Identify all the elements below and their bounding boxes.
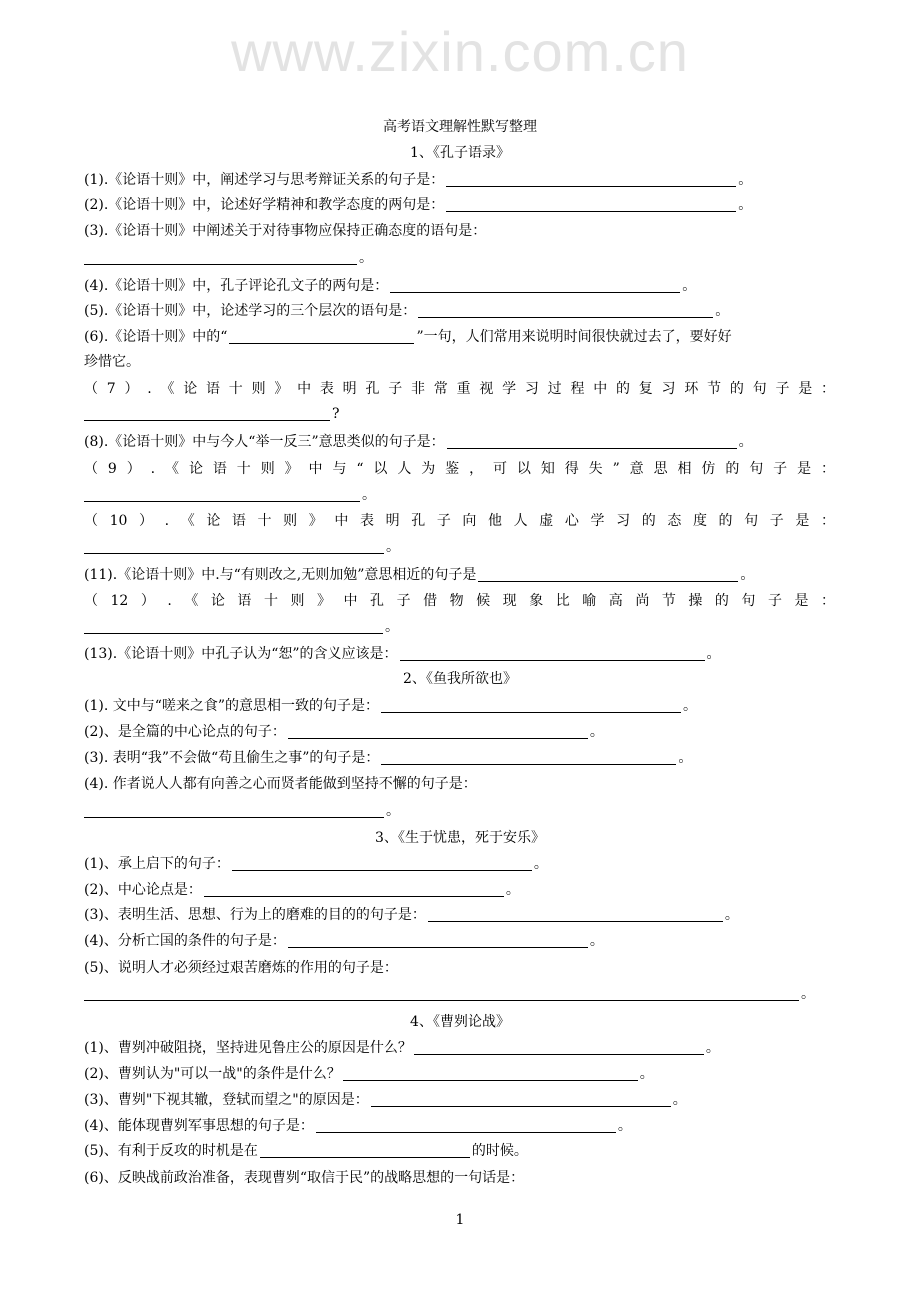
question-text: (1).《论语十则》中，阐述学习与思考辩证关系的句子是： (84, 172, 445, 188)
question-text: (1)、曹刿冲破阻挠，坚持进见鲁庄公的原因是什么？ (84, 1040, 412, 1056)
question-text: (1)、承上启下的句子： (84, 856, 230, 872)
question-suffix: 。 (533, 856, 548, 872)
answer-blank[interactable] (84, 984, 799, 1001)
answer-blank[interactable] (447, 432, 737, 449)
answer-blank[interactable] (390, 276, 680, 293)
question-suffix: ”一句，人们常用来说明时间很快就过去了，要好好 (416, 329, 732, 345)
question-suffix: 。 (386, 539, 400, 555)
question-suffix: ? (332, 406, 340, 422)
answer-line (84, 617, 399, 637)
question-text: (4)、能体现曹刿军事思想的句子是： (84, 1118, 314, 1134)
question-suffix: 。 (505, 882, 520, 898)
question-text: (11).《论语十则》中.与“有则改之,无则加勉”意思相近的句子是 (84, 567, 477, 583)
answer-blank[interactable] (371, 1090, 671, 1107)
question-item (84, 565, 754, 585)
question-text: (6).《论语十则》中的“ (84, 329, 228, 345)
answer-blank[interactable] (84, 537, 384, 554)
question-item (84, 1168, 524, 1188)
section-heading: 2、《鱼我所欲也》 (403, 671, 517, 687)
question-suffix: 。 (706, 646, 721, 662)
answer-line (84, 248, 373, 268)
answer-blank[interactable] (232, 854, 532, 871)
section-heading: 1、《孔子语录》 (410, 145, 510, 161)
question-text: (2).《论语十则》中，论述好学精神和教学态度的两句是： (84, 197, 445, 213)
answer-blank[interactable] (84, 485, 360, 502)
question-item (84, 931, 604, 951)
question-text: (2)、曹刿认为"可以一战"的条件是什么？ (84, 1066, 341, 1082)
question-item (84, 722, 604, 742)
section-heading: 3、《生于忧患，死于安乐》 (375, 830, 545, 846)
answer-blank[interactable] (478, 565, 738, 582)
answer-blank[interactable] (381, 696, 681, 713)
page-number: 1 (455, 1212, 465, 1228)
question-suffix: 。 (359, 250, 373, 266)
question-text: (4)、分析亡国的条件的句子是： (84, 933, 286, 949)
question-item (84, 221, 486, 241)
question-item (84, 958, 398, 978)
question-suffix: 。 (682, 278, 697, 294)
answer-line (84, 537, 400, 557)
question-suffix: 。 (683, 698, 698, 714)
question-text: (2)、是全篇的中心论点的句子： (84, 724, 286, 740)
question-suffix: 。 (639, 1066, 654, 1082)
answer-blank[interactable] (428, 905, 723, 922)
question-suffix: 。 (589, 933, 604, 949)
answer-blank[interactable] (316, 1116, 616, 1133)
question-text: (6)、反映战前政治准备，表现曹刿“取信于民”的战略思想的一句话是： (84, 1170, 525, 1186)
answer-blank[interactable] (84, 617, 383, 634)
question-item (84, 1141, 528, 1161)
question-item (84, 327, 732, 347)
question-item (84, 1090, 687, 1110)
question-suffix: 。 (589, 724, 604, 740)
question-item (84, 301, 729, 321)
question-suffix: 。 (386, 803, 400, 819)
answer-blank[interactable] (446, 195, 736, 212)
question-item: （7）.《论语十则》中表明孔子非常重视学习过程中的复习环节的句子是： (84, 381, 835, 397)
question-text: (3)、表明生活、思想、行为上的磨难的目的的句子是： (84, 907, 426, 923)
answer-blank[interactable] (343, 1064, 638, 1081)
question-item (84, 276, 696, 296)
answer-line (84, 801, 400, 821)
question-item (84, 748, 692, 768)
question-item (84, 854, 548, 874)
answer-blank[interactable] (260, 1141, 470, 1158)
question-item (84, 1064, 654, 1084)
answer-blank[interactable] (381, 748, 676, 765)
question-text: (3). 表明“我”不会做“苟且偷生之事”的句子是： (84, 750, 380, 766)
question-item (84, 170, 752, 190)
question-item: （12）.《论语十则》中孔子借物候现象比喻高尚节操的句子是： (84, 593, 835, 609)
answer-blank[interactable] (418, 301, 713, 318)
question-text: (5)、说明人才必须经过艰苦磨炼的作用的句子是： (84, 960, 398, 976)
document-title: 高考语文理解性默写整理 (383, 119, 537, 135)
question-text: (1). 文中与“嗟来之食”的意思相一致的句子是： (84, 698, 380, 714)
question-suffix: 。 (672, 1092, 687, 1108)
question-item (84, 432, 753, 452)
answer-line (84, 404, 340, 424)
question-text: (4).《论语十则》中，孔子评论孔文子的两句是： (84, 278, 389, 294)
question-suffix: 。 (740, 567, 755, 583)
answer-blank[interactable] (446, 170, 736, 187)
answer-blank[interactable] (84, 801, 384, 818)
question-text: (5)、有利于反攻的时机是在 (84, 1143, 258, 1159)
question-suffix: 。 (738, 434, 753, 450)
question-item (84, 774, 477, 794)
watermark: www.zixin.com.cn (231, 20, 689, 83)
question-text: (3)、曹刿"下视其辙，登轼而望之"的原因是： (84, 1092, 369, 1108)
question-text: (4). 作者说人人都有向善之心而贤者能做到坚持不懈的句子是： (84, 776, 477, 792)
section-heading: 4、《曹刿论战》 (410, 1014, 510, 1030)
question-item: （9）.《论语十则》中与“以人为鉴，可以知得失”意思相仿的句子是： (84, 461, 835, 477)
question-suffix: 的时候。 (471, 1143, 528, 1159)
answer-blank[interactable] (229, 327, 414, 344)
question-suffix: 。 (738, 197, 753, 213)
question-suffix: 。 (678, 750, 693, 766)
question-suffix: 。 (715, 303, 730, 319)
question-item (84, 696, 697, 716)
question-suffix: 。 (724, 907, 739, 923)
question-suffix: 。 (738, 172, 753, 188)
question-item (84, 644, 721, 664)
question-suffix: 。 (801, 986, 815, 1002)
question-text: (13).《论语十则》中孔子认为“恕”的含义应该是： (84, 646, 398, 662)
answer-blank[interactable] (84, 404, 330, 421)
answer-blank[interactable] (204, 880, 504, 897)
question-text: (3).《论语十则》中阐述关于对待事物应保持正确态度的语句是： (84, 223, 487, 239)
answer-line (84, 984, 815, 1004)
question-item (84, 905, 739, 925)
answer-line (84, 485, 376, 505)
question-text: (5).《论语十则》中，论述学习的三个层次的语句是： (84, 303, 417, 319)
answer-blank[interactable] (84, 248, 357, 265)
question-text: (2)、中心论点是： (84, 882, 202, 898)
question-suffix: 。 (617, 1118, 632, 1134)
question-item (84, 195, 752, 215)
answer-blank[interactable] (288, 722, 588, 739)
answer-blank[interactable] (414, 1038, 704, 1055)
question-suffix: 。 (362, 487, 376, 503)
question-item: （10）.《论语十则》中表明孔子向他人虚心学习的态度的句子是： (84, 513, 835, 529)
question-item (84, 1038, 720, 1058)
question-text: (8).《论语十则》中与今人“举一反三”意思类似的句子是： (84, 434, 445, 450)
question-item (84, 1116, 632, 1136)
answer-blank[interactable] (400, 644, 705, 661)
question-item (84, 880, 520, 900)
question-suffix: 。 (705, 1040, 720, 1056)
question-suffix: 。 (385, 619, 399, 635)
question-continuation: 珍惜它。 (84, 354, 140, 370)
answer-blank[interactable] (288, 931, 588, 948)
